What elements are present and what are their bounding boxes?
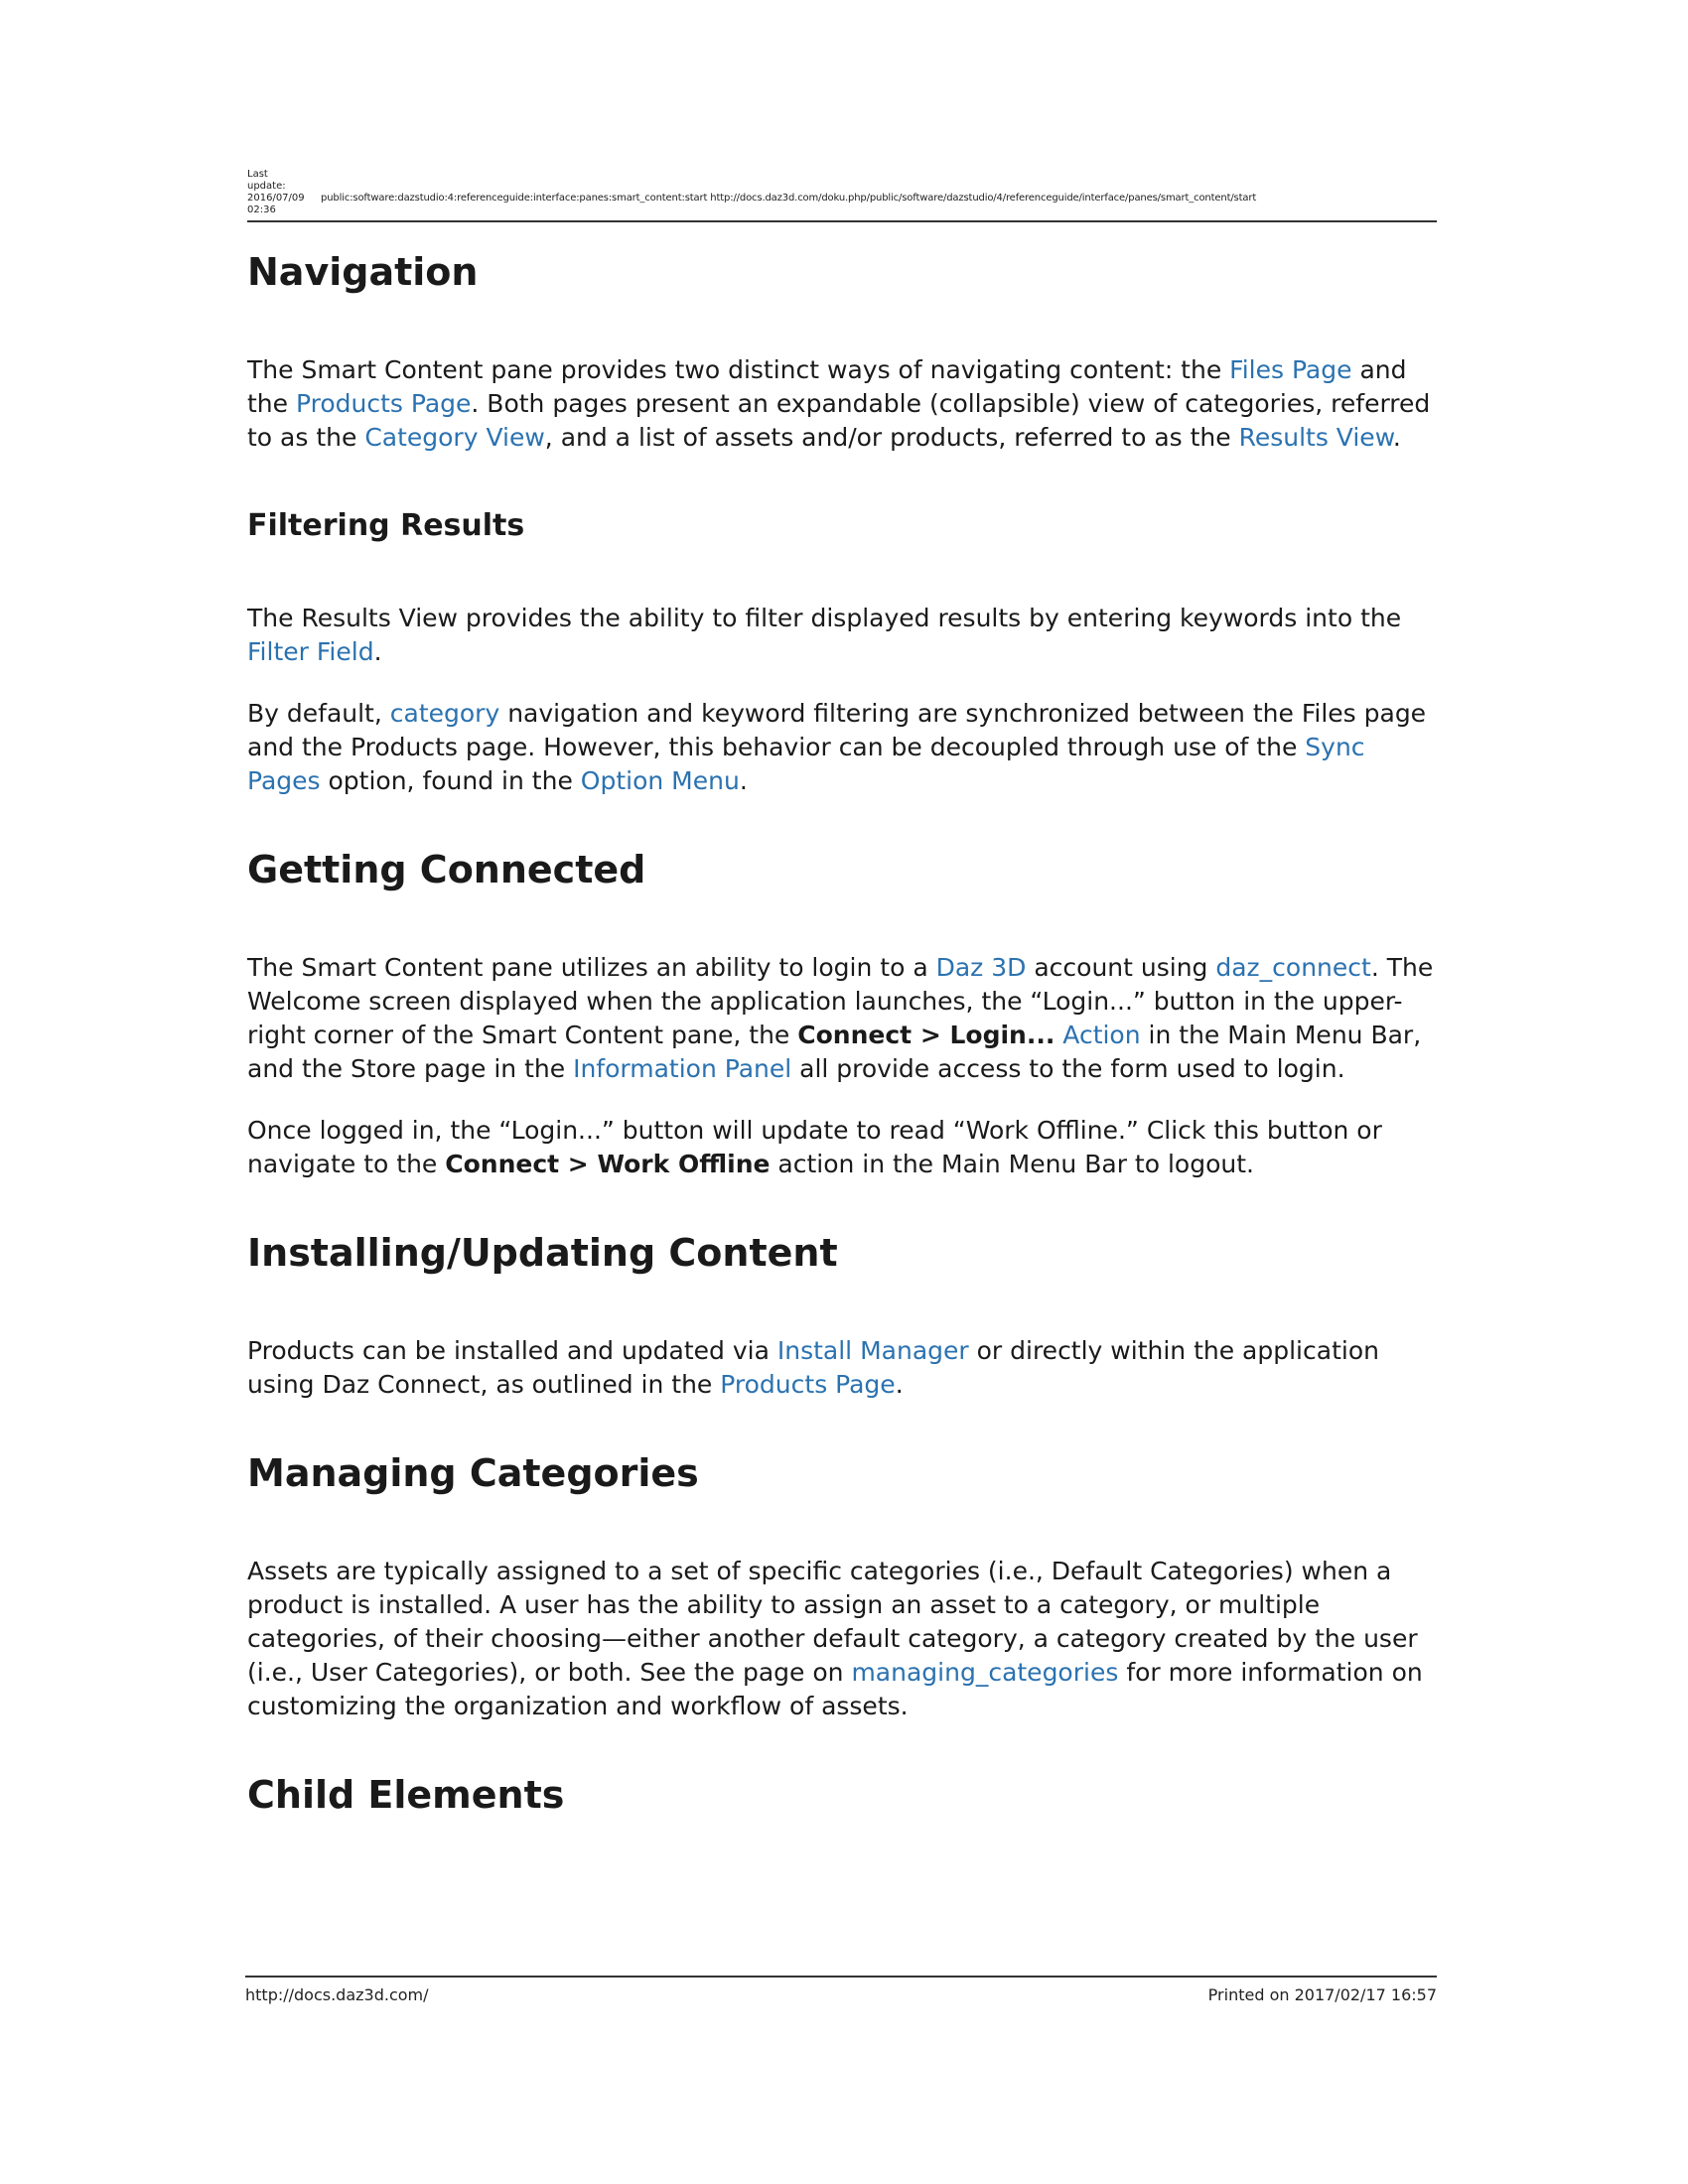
text: . xyxy=(1392,423,1401,452)
text: account using xyxy=(1026,953,1216,982)
text: The Results View provides the ability to filter displayed results by entering keywords into the xyxy=(247,604,1402,632)
page-path: public:software:dazstudio:4:referenceguide:interface:panes:smart_content:start http://docs.daz3d.com/doku.php/public/software/dazstudio/4/referenceguide/interface/panes/smart_content/start xyxy=(321,193,1257,204)
filter-field-link[interactable]: Filter Field xyxy=(247,637,374,666)
installing-paragraph xyxy=(247,1334,1439,1402)
update-time: 02:36 xyxy=(247,205,276,215)
option-menu-link[interactable]: Option Menu xyxy=(580,766,740,795)
getting-connected-paragraph-2 xyxy=(247,1114,1439,1181)
connect-login-menu-path: Connect > Login... xyxy=(797,1021,1055,1049)
text: in the Main Menu Bar, and the Store page in the xyxy=(247,1021,1422,1083)
heading-child-elements: Child Elements xyxy=(247,1773,565,1817)
text: . xyxy=(739,766,748,795)
navigation-paragraph xyxy=(247,353,1439,455)
connect-work-offline-menu-path: Connect > Work Offline xyxy=(445,1150,771,1178)
filtering-paragraph-1 xyxy=(247,602,1439,669)
daz-3d-link[interactable]: Daz 3D xyxy=(935,953,1027,982)
heading-navigation: Navigation xyxy=(247,250,479,294)
update-date: 2016/07/09 xyxy=(247,193,305,204)
getting-connected-paragraph-1 xyxy=(247,951,1439,1086)
last-update-block xyxy=(247,169,319,216)
category-link[interactable]: category xyxy=(389,699,500,728)
page-header xyxy=(247,169,1437,222)
text: . Both pages present an expandable (collapsible) view of categories, referred to as the xyxy=(247,389,1431,452)
footer-printed-date: Printed on 2017/02/17 16:57 xyxy=(1207,1985,1437,2004)
header-divider xyxy=(247,220,1437,222)
category-view-link[interactable]: Category View xyxy=(364,423,545,452)
heading-installing-updating-content: Installing/Updating Content xyxy=(247,1231,838,1275)
managing-categories-link[interactable]: managing_categories xyxy=(851,1658,1119,1687)
text: Products can be installed and updated via xyxy=(247,1336,777,1365)
text: action in the Main Menu Bar to logout. xyxy=(770,1150,1254,1178)
text: By default, xyxy=(247,699,390,728)
document-body xyxy=(247,248,1439,1819)
information-panel-link[interactable]: Information Panel xyxy=(573,1054,792,1083)
text: The Smart Content pane provides two distinct ways of navigating content: the xyxy=(247,355,1230,384)
heading-managing-categories: Managing Categories xyxy=(247,1451,699,1495)
products-page-link[interactable]: Products Page xyxy=(295,389,472,418)
text: for more information on customizing the organization and workflow of assets. xyxy=(247,1658,1423,1720)
footer-url: http://docs.daz3d.com/ xyxy=(245,1985,429,2004)
heading-filtering-results: Filtering Results xyxy=(247,508,525,543)
text: or directly within the application using Daz Connect, as outlined in the xyxy=(247,1336,1379,1399)
text: navigation and keyword filtering are synchronized between the Files page and the Products page. However, this behavior can be decoupled through use of the xyxy=(247,699,1427,761)
text: , and a list of assets and/or products, referred to as the xyxy=(544,423,1239,452)
heading-getting-connected: Getting Connected xyxy=(247,848,646,891)
files-page-link[interactable]: Files Page xyxy=(1229,355,1352,384)
results-view-link[interactable]: Results View xyxy=(1238,423,1393,452)
last-label: Last xyxy=(247,169,268,180)
page-footer xyxy=(245,1976,1437,2004)
text: Assets are typically assigned to a set of specific categories (i.e., Default Categories) when a product is installed. A user has the ability to assign an asset to a category, or multiple categories, of their choosing—either another default category, a category created by the user (i.e., User Categories), or both. See the page on xyxy=(247,1557,1418,1687)
daz-connect-link[interactable]: daz_connect xyxy=(1215,953,1371,982)
action-link[interactable]: Action xyxy=(1062,1021,1141,1049)
page-meta-row xyxy=(247,169,1437,216)
text: option, found in the xyxy=(320,766,581,795)
update-label: update: xyxy=(247,181,286,192)
filtering-paragraph-2 xyxy=(247,697,1439,798)
sync-pages-link[interactable]: Sync Pages xyxy=(247,733,1365,795)
text: all provide access to the form used to login. xyxy=(791,1054,1345,1083)
text: The Smart Content pane utilizes an ability to login to a xyxy=(247,953,936,982)
products-page-link-2[interactable]: Products Page xyxy=(720,1370,896,1399)
install-manager-link[interactable]: Install Manager xyxy=(776,1336,969,1365)
managing-categories-paragraph xyxy=(247,1555,1439,1723)
text: . The Welcome screen displayed when the application launches, the “Login...” button in the upper-right corner of the Smart Content pane, the xyxy=(247,953,1434,1049)
text: . xyxy=(895,1370,904,1399)
text: and the xyxy=(247,355,1407,418)
text: . xyxy=(373,637,382,666)
text: Once logged in, the “Login...” button will update to read “Work Offline.” Click this button or navigate to the xyxy=(247,1116,1382,1178)
